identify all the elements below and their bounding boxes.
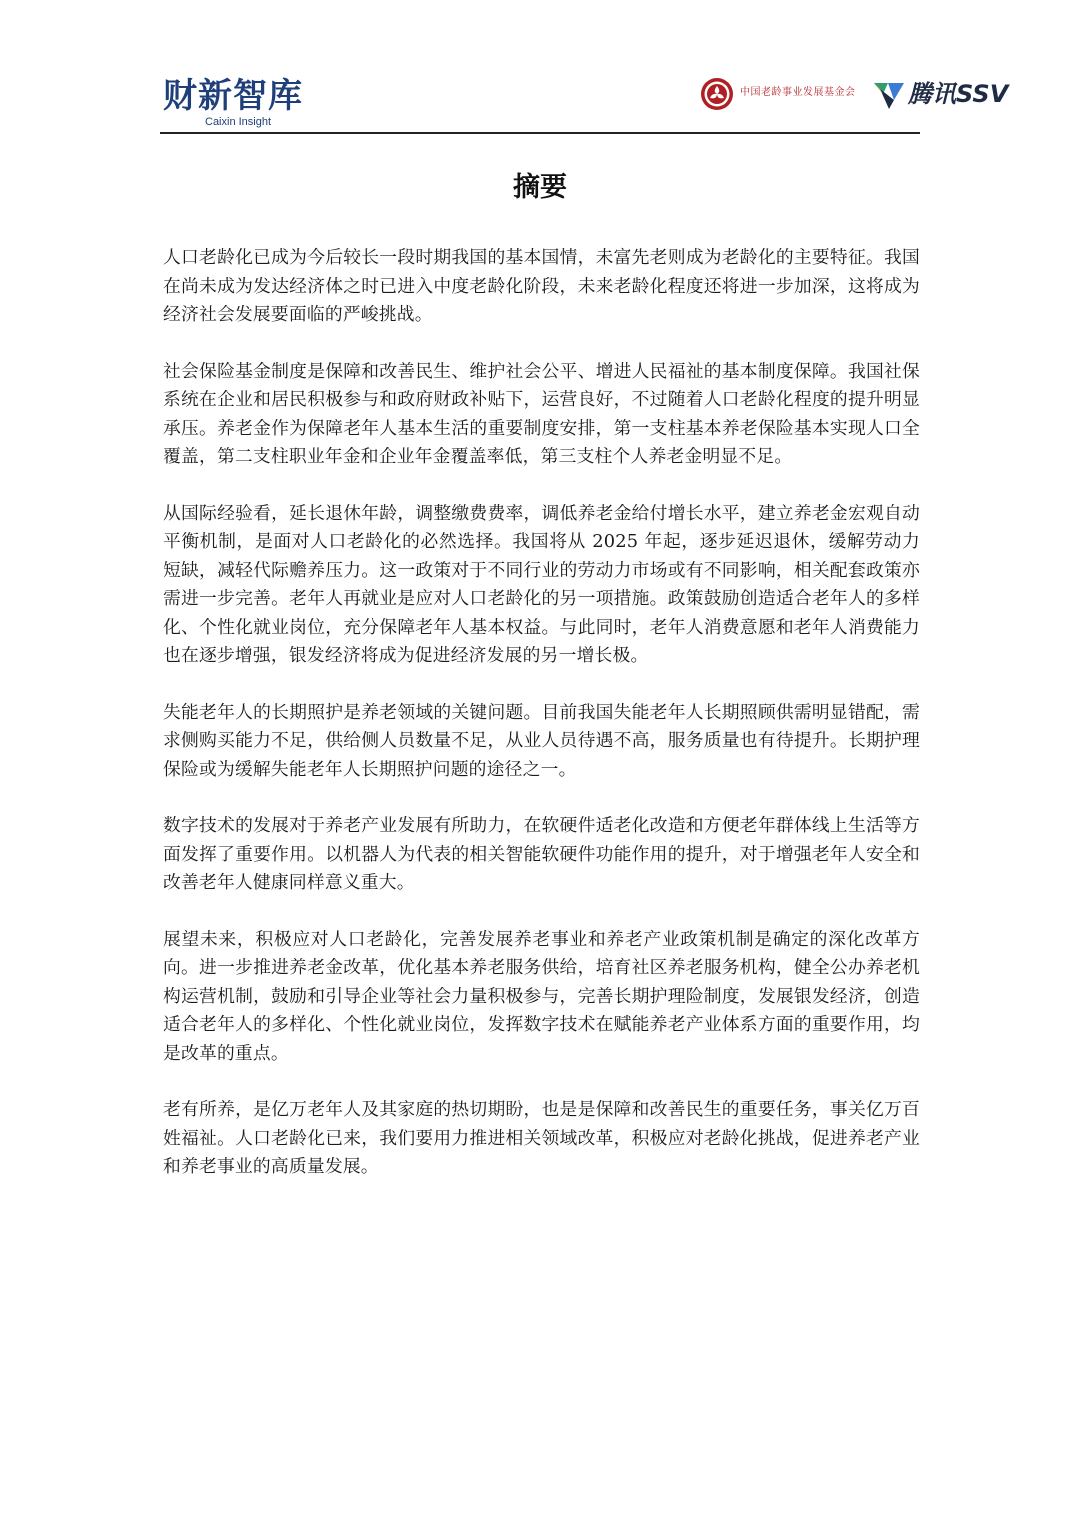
- paragraph-3: 从国际经验看，延长退休年龄，调整缴费费率，调低养老金给付增长水平，建立养老金宏观自动平衡机制，是面对人口老龄化的必然选择。我国将从 2025 年起，逐步延迟退休，缓解劳动力短缺，减轻代际赡养压力。这一政策对于不同行业的劳动力市场或有不同影响，相关配套政策亦需进一步完善。老年人再就业是应对人口老龄化的另一项措施。政策鼓励创造适合老年人的多样化、个性化就业岗位，充分保障老年人基本权益。与此同时，老年人消费意愿和老年人消费能力也在逐步增强，银发经济将成为促进经济发展的另一增长极。: [163, 502, 920, 666]
- tencent-ssv-logo-icon: [872, 80, 906, 110]
- page-title: 摘要: [513, 172, 567, 203]
- paragraph-6: 展望未来，积极应对人口老龄化，完善发展养老事业和养老产业政策机制是确定的深化改革方向。进一步推进养老金改革，优化基本养老服务供给，培育社区养老服务机构，健全公办养老机构运营机制，鼓励和引导企业等社会力量积极参与，完善长期护理险制度，发展银发经济，创造适合老年人的多样化、个性化就业岗位，发挥数字技术在赋能养老产业体系方面的重要作用，均是改革的重点。: [163, 928, 920, 1064]
- paragraph-4: 失能老年人的长期照护是养老领域的关键问题。目前我国失能老年人长期照顾供需明显错配，需求侧购买能力不足，供给侧人员数量不足，从业人员待遇不高，服务质量也有待提升。长期护理保险或为缓解失能老年人长期照护问题的途径之一。: [163, 701, 920, 780]
- paragraph-2: 社会保险基金制度是保障和改善民生、维护社会公平、增进人民福祉的基本制度保障。我国社保系统在企业和居民积极参与和政府财政补贴下，运营良好，不过随着人口老龄化程度的提升明显承压。养老金作为保障老年人基本生活的重要制度安排，第一支柱基本养老保险基本实现人口全覆盖，第二支柱职业年金和企业年金覆盖率低，第三支柱个人养老金明显不足。: [163, 360, 920, 467]
- page-header: [0, 0, 1080, 140]
- brand-name-en: Caixin Insight: [205, 116, 272, 128]
- document-body: [163, 244, 920, 1210]
- caixin-insight-logo: [163, 76, 323, 130]
- tencent-ssv-name: 腾讯SSV: [908, 80, 1009, 108]
- foundation-name: 中国老龄事业发展基金会: [740, 87, 856, 98]
- paragraph-5: 数字技术的发展对于养老产业发展有所助力，在软硬件适老化改造和方便老年群体线上生活等方面发挥了重要作用。以机器人为代表的相关智能软硬件功能作用的提升，对于增强老年人安全和改善老年人健康同样意义重大。: [163, 815, 920, 893]
- brand-name-cn: 财新智库: [163, 76, 303, 116]
- header-divider: [160, 132, 920, 134]
- paragraph-1: 人口老龄化已成为今后较长一段时期我国的基本国情，未富先老则成为老龄化的主要特征。我国在尚未成为发达经济体之时已进入中度老龄化阶段，未来老龄化程度还将进一步加深，这将成为经济社会发展要面临的严峻挑战。: [163, 247, 920, 325]
- foundation-emblem-icon: [700, 77, 734, 111]
- paragraph-7: 老有所养，是亿万老年人及其家庭的热切期盼，也是是保障和改善民生的重要任务，事关亿万百姓福祉。人口老龄化已来，我们要用力推进相关领域改革，积极应对老龄化挑战，促进养老产业和养老事业的高质量发展。: [163, 1099, 920, 1177]
